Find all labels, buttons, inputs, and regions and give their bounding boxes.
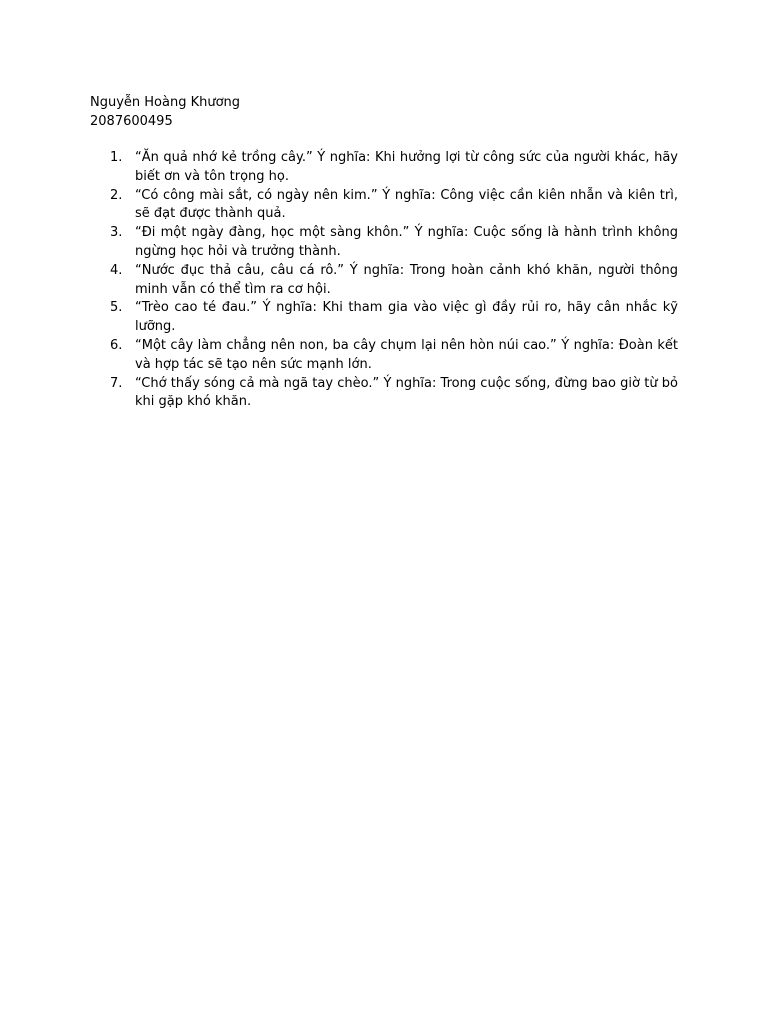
item-number: 4. — [110, 262, 123, 278]
item-text: “Có công mài sắt, có ngày nên kim.” Ý nghĩa: Công việc cần kiên nhẫn và kiên trì, sẽ đạt được thành quả. — [135, 187, 678, 222]
item-number: 3. — [110, 225, 123, 241]
author-block — [90, 93, 240, 131]
list-item — [90, 149, 678, 187]
student-id: 2087600495 — [90, 114, 173, 129]
item-number: 6. — [110, 337, 123, 353]
item-text: “Chớ thấy sóng cả mà ngã tay chèo.” Ý nghĩa: Trong cuộc sống, đừng bao giờ từ bỏ khi gặp khó khăn. — [135, 375, 678, 410]
item-text: “Nước đục thả câu, câu cá rô.” Ý nghĩa: Trong hoàn cảnh khó khăn, người thông minh vẫn có thể tìm ra cơ hội. — [135, 262, 678, 297]
author-name: Nguyễn Hoàng Khương — [90, 95, 241, 110]
item-number: 1. — [110, 150, 123, 165]
proverb-list — [90, 149, 678, 412]
list-item — [90, 262, 678, 300]
item-text: “Ăn quả nhớ kẻ trồng cây.” Ý nghĩa: Khi hưởng lợi từ công sức của người khác, hãy biết ơn và tôn trọng họ. — [135, 150, 678, 184]
item-text: “Một cây làm chẳng nên non, ba cây chụm lại nên hòn núi cao.” Ý nghĩa: Đoàn kết và hợp tác sẽ tạo nên sức mạnh lớn. — [135, 337, 678, 372]
list-item — [90, 299, 678, 337]
list-item — [90, 337, 678, 375]
item-number: 2. — [110, 187, 123, 203]
item-number: 7. — [110, 375, 123, 391]
item-text: “Đi một ngày đàng, học một sàng khôn.” Ý nghĩa: Cuộc sống là hành trình không ngừng học hỏi và trưởng thành. — [135, 225, 678, 259]
list-item — [90, 375, 678, 413]
item-text: “Trèo cao té đau.” Ý nghĩa: Khi tham gia vào việc gì đầy rủi ro, hãy cân nhắc kỹ lưỡng. — [135, 300, 678, 335]
list-item — [90, 224, 678, 262]
item-number: 5. — [110, 300, 123, 316]
list-item — [90, 187, 678, 225]
